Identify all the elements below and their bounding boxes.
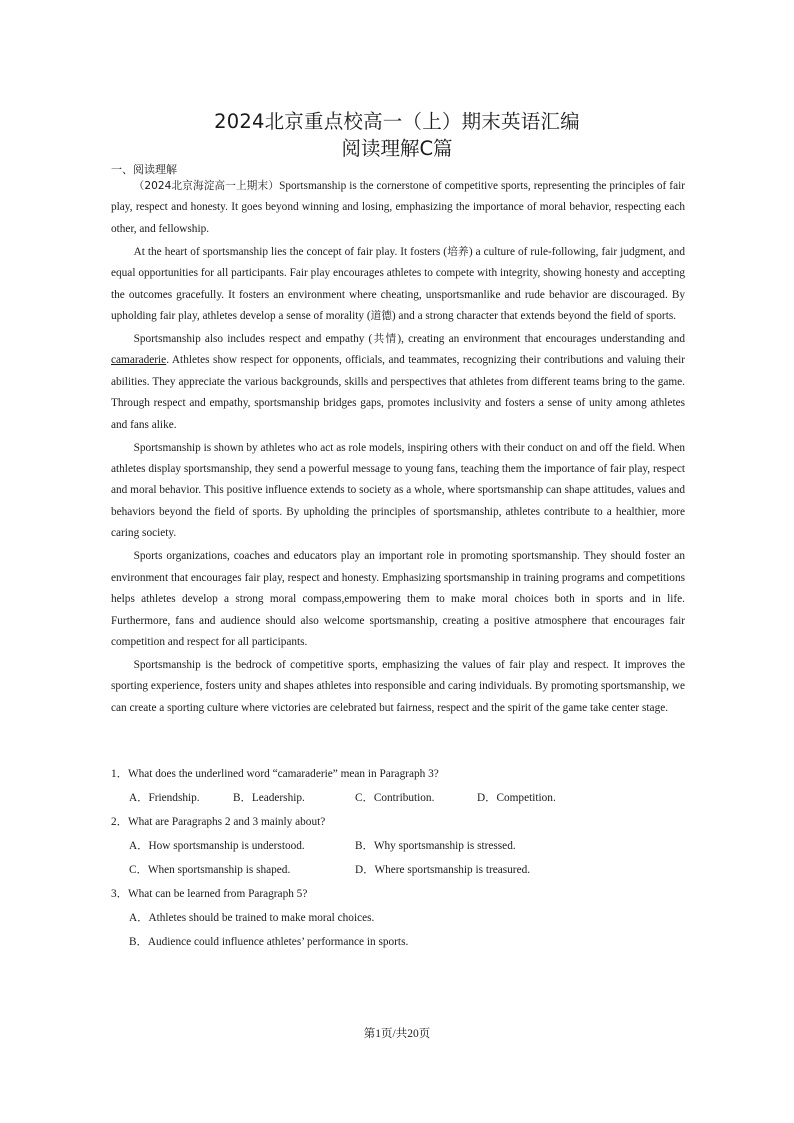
reading-passage [111,176,685,719]
question-2-option-b: B．Why sportsmanship is stressed. [355,840,516,852]
question-3-option-b: B．Audience could influence athletes’ performance in sports. [129,936,409,948]
question-1-options [111,786,685,810]
section-heading: 一、阅读理解 [111,163,177,176]
paragraph-1 [111,176,685,240]
question-2-options-row-1 [111,834,685,858]
paragraph-3-part-c: . Athletes show respect for opponents, officials, and teammates, recognizing their contributions and valuing their abilities. They appreciate the various backgrounds, skills and perspectives that athletes from different teams bring to the game. Through respect and empathy, sportsmanship bridges gaps, promotes inclusivity and fosters a sense of unity among athletes and fans alike. [111,354,685,431]
page-subtitle: 阅读理解C篇 [341,137,453,160]
question-2-option-a: A．How sportsmanship is understood. [129,840,305,852]
underlined-word: camaraderie [111,354,167,367]
paragraph-3 [111,329,685,436]
question-2-stem: 2．What are Paragraphs 2 and 3 mainly about? [111,816,326,828]
question-2-option-d: D．Where sportsmanship is treasured. [355,864,531,876]
page-footer: 第1页/共20页 [363,1028,431,1040]
question-2-options-row-2 [111,858,685,882]
paragraph-2 [111,242,685,328]
paragraph-3-part-a: Sportsmanship also includes respect and empathy ( [133,333,373,346]
source-note: （2024北京海淀高一上期末） [133,180,280,192]
gloss-empathy: 共情 [372,333,398,346]
question-1-option-b: B．Leadership. [233,792,305,804]
paragraph-2-part-c: ) and a strong character that extends beyond the field of sports. [391,310,677,323]
gloss-morality: 道德 [370,310,392,323]
paragraph-1-text: Sportsmanship is the cornerstone of competitive sports, representing the principles of fair play, respect and honesty. It goes beyond winning and losing, emphasizing the importance of moral behavior, respecting each other, and fellowship. [111,180,685,235]
question-3-stem: 3．What can be learned from Paragraph 5? [111,888,308,900]
paragraph-3-part-b: ), creating an environment that encourages understanding and [397,333,685,346]
paragraph-2-part-b: ) a culture of rule-following, fair judgment, and equal opportunities for all participants. Fair play encourages athletes to compete with integrity, showing honesty and accepting the outcomes gracefully. It fosters an environment where cheating, unsportsmanlike and rude behavior are discouraged. By upholding fair play, athletes develop a sense of morality ( [111,245,685,323]
page-title: 2024北京重点校高一（上）期末英语汇编 [214,110,580,133]
question-1-stem: 1．What does the underlined word “camaraderie” mean in Paragraph 3? [111,768,439,780]
question-1-option-d: D．Competition. [477,792,556,804]
question-2-option-c: C．When sportsmanship is shaped. [129,864,291,876]
paragraph-5: Sports organizations, coaches and educators play an important role in promoting sportsmanship. They should foster an environment that encourages fair play, respect and honesty. Emphasizing sportsmanship in training programs and competitions helps athletes develop a strong moral compass,empowering them to make moral choices both in sports and in life. Furthermore, fans and audience should also welcome sportsmanship, creating a positive atmosphere that encourages fair competition and respect for all participants. [111,550,685,648]
gloss-fosters: 培养 [447,245,469,258]
question-1-option-c: C．Contribution. [355,792,435,804]
question-3-option-a: A．Athletes should be trained to make moral choices. [129,912,375,924]
paragraph-6: Sportsmanship is the bedrock of competitive sports, emphasizing the values of fair play and respect. It improves the sporting experience, fosters unity and shapes athletes into responsible and caring individuals. By promoting sportsmanship, we can create a sporting culture where victories are celebrated but fairness, respect and the spirit of the game take center stage. [111,658,685,714]
question-1-option-a: A．Friendship. [129,792,200,804]
question-list [111,762,685,954]
paragraph-4: Sportsmanship is shown by athletes who act as role models, inspiring others with their conduct on and off the field. When athletes display sportsmanship, they send a powerful message to young fans, teaching them the importance of fair play, respect and moral behavior. This positive influence extends to society as a whole, where sportsmanship can shape attitudes, values and behaviors beyond the field of sports. By upholding the principles of sportsmanship, athletes contribute to a healthier, more caring society. [111,441,685,540]
paragraph-2-part-a: At the heart of sportsmanship lies the concept of fair play. It fosters ( [133,245,448,258]
